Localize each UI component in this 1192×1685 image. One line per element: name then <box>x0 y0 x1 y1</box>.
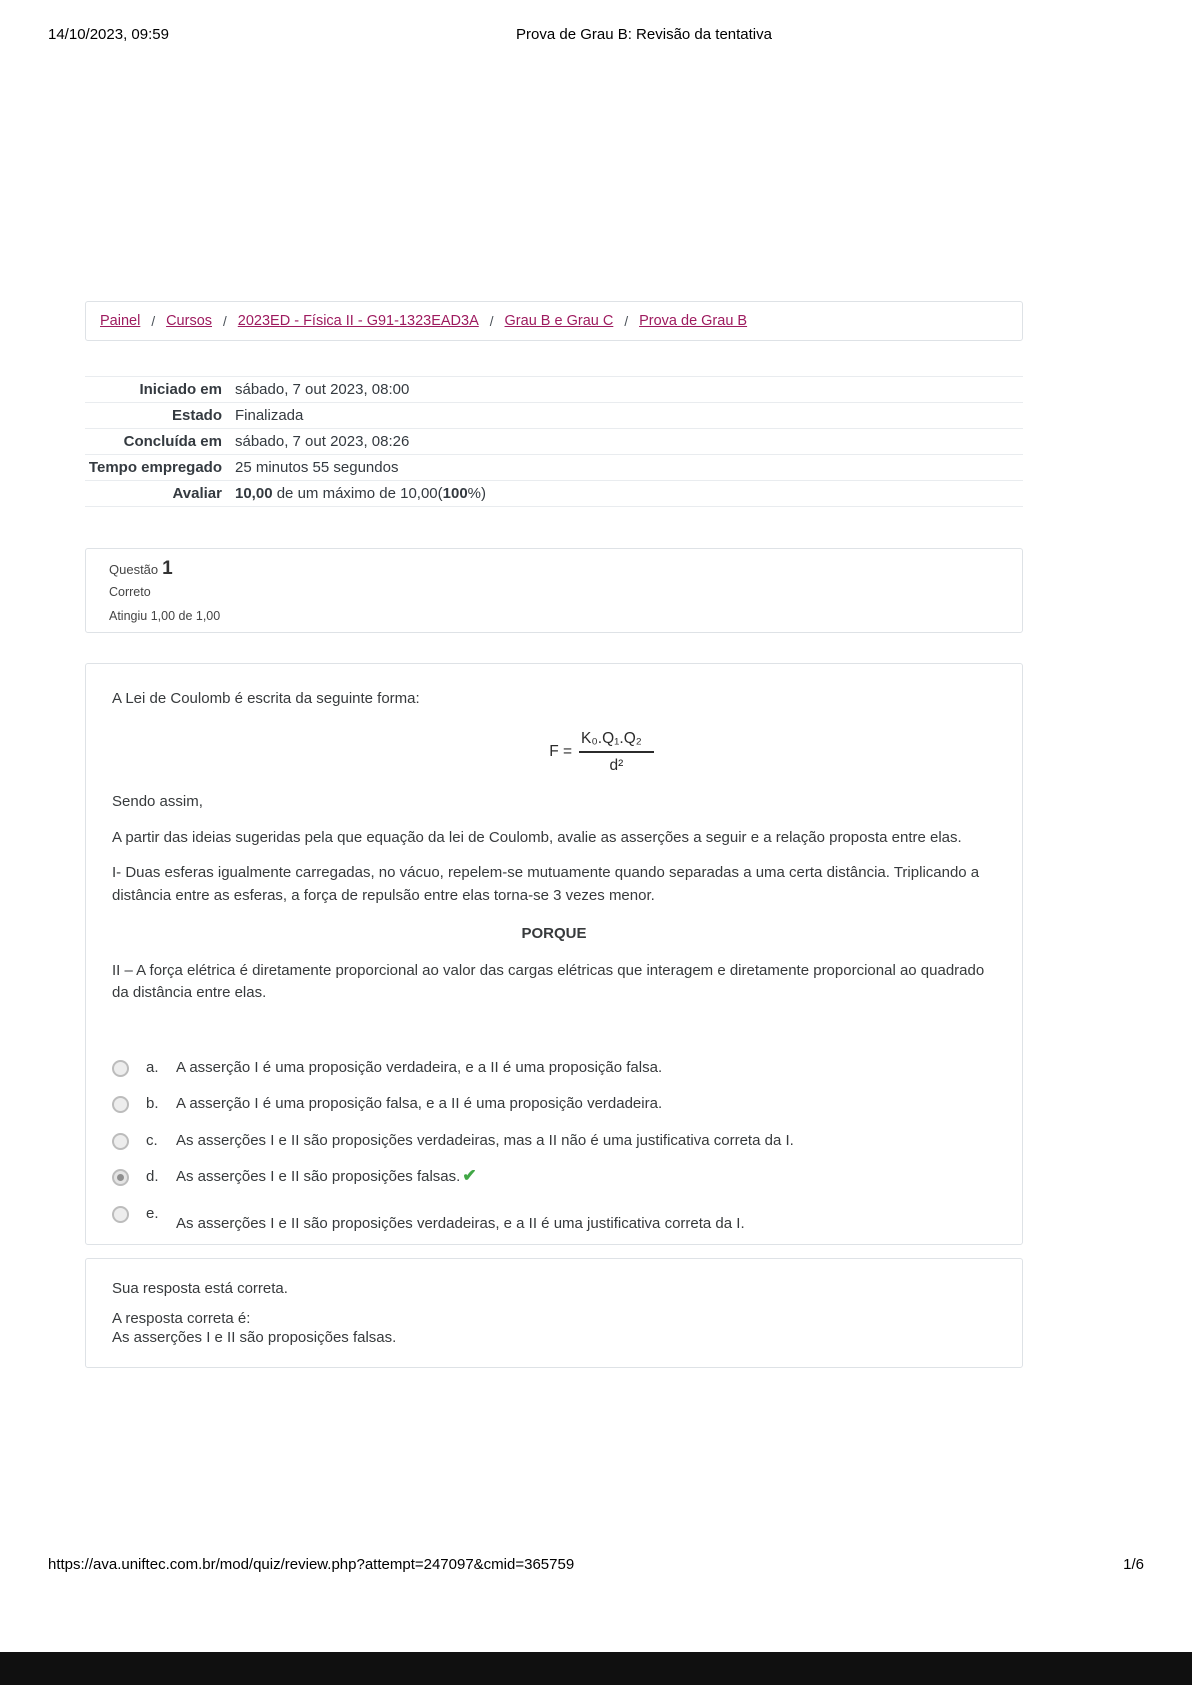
summary-value-part: 25 minutos 55 segundos <box>235 459 399 476</box>
question-paragraph: A partir das ideias sugeridas pela que equação da lei de Coulomb, avalie as asserções a seguir e a relação proposta entre elas. <box>112 828 962 846</box>
breadcrumb <box>85 301 1023 341</box>
attempt-summary-table <box>85 376 1023 507</box>
summary-row-value <box>222 485 1023 502</box>
answer-letter: d. <box>146 1168 159 1185</box>
formula-numerator: K₀.Q₁.Q₂ <box>579 727 654 753</box>
print-page-indicator: 1/6 <box>1123 1556 1144 1573</box>
summary-row <box>85 402 1023 428</box>
question-body-2 <box>112 960 996 1005</box>
summary-row <box>85 428 1023 454</box>
radio-unselected-icon[interactable] <box>112 1133 129 1150</box>
print-url: https://ava.uniftec.com.br/mod/quiz/review.php?attempt=247097&cmid=365759 <box>48 1556 575 1573</box>
connector-porque: PORQUE <box>521 925 587 942</box>
radio-unselected-icon[interactable] <box>112 1096 129 1113</box>
summary-row-label: Tempo empregado <box>88 459 222 476</box>
answer-option-b[interactable] <box>112 1093 996 1116</box>
summary-value-part: %) <box>467 485 487 502</box>
question-info-box <box>85 548 1023 633</box>
question-number-value: 1 <box>162 558 173 579</box>
summary-row <box>85 454 1023 480</box>
answer-text: As asserções I e II são proposições falsas. <box>176 1168 461 1185</box>
summary-row <box>85 376 1023 402</box>
answer-letter: a. <box>146 1058 159 1076</box>
summary-row-value <box>222 459 1023 476</box>
correct-check-icon: ✔ <box>462 1166 477 1185</box>
summary-row-label: Estado <box>171 407 222 424</box>
print-datetime: 14/10/2023, 09:59 <box>48 26 169 43</box>
summary-row-value <box>222 381 1023 398</box>
question-body <box>112 791 996 907</box>
summary-row-label: Iniciado em <box>139 381 222 398</box>
answer-option-d[interactable] <box>112 1166 996 1189</box>
question-intro: A Lei de Coulomb é escrita da seguinte forma: <box>112 690 420 707</box>
summary-row-label: Avaliar <box>172 485 222 502</box>
feedback-box <box>85 1258 1023 1368</box>
answer-text: A asserção I é uma proposição verdadeira, e a II é uma proposição falsa. <box>176 1058 663 1076</box>
answer-letter: e. <box>146 1204 159 1222</box>
breadcrumb-link-1[interactable]: Cursos <box>166 313 213 329</box>
question-content-box <box>85 663 1023 1245</box>
breadcrumb-link-0[interactable]: Painel <box>100 313 141 329</box>
print-header <box>48 26 1144 46</box>
bottom-bar <box>0 1652 1192 1685</box>
summary-row-value <box>222 433 1023 450</box>
radio-selected-icon[interactable] <box>112 1169 129 1186</box>
breadcrumb-link-2[interactable]: 2023ED - Física II - G91-1323EAD3A <box>237 313 479 329</box>
question-grade: Atingiu 1,00 de 1,00 <box>109 609 221 623</box>
summary-row-label: Concluída em <box>123 433 222 450</box>
summary-value-part: 100 <box>442 485 468 502</box>
question-paragraph: II – A força elétrica é diretamente proporcional ao valor das cargas elétricas que interagem e diretamente proporcional ao quadrado da distância entre elas. <box>112 961 985 1001</box>
summary-row-value <box>222 407 1023 424</box>
answer-text: A asserção I é uma proposição falsa, e a II é uma proposição verdadeira. <box>176 1095 663 1112</box>
summary-row <box>85 480 1023 506</box>
breadcrumb-separator: / <box>489 313 494 329</box>
question-number <box>109 558 1022 580</box>
breadcrumb-separator: / <box>223 313 227 329</box>
print-footer <box>48 1556 1144 1573</box>
question-state: Correto <box>109 585 151 599</box>
formula-denominator: d² <box>609 756 624 774</box>
summary-value-part: Finalizada <box>235 407 304 424</box>
answer-option-a[interactable] <box>112 1057 996 1080</box>
answer-options <box>112 1057 996 1236</box>
answer-text: As asserções I e II são proposições verdadeiras, e a II é uma justificativa correta da I. <box>176 1214 745 1232</box>
breadcrumb-separator: / <box>624 313 629 329</box>
radio-unselected-icon[interactable] <box>112 1206 129 1223</box>
print-title: Prova de Grau B: Revisão da tentativa <box>516 26 772 43</box>
coulomb-formula <box>112 727 996 778</box>
formula-fraction <box>579 727 654 778</box>
breadcrumb-separator: / <box>151 313 156 329</box>
radio-unselected-icon[interactable] <box>112 1060 129 1077</box>
answer-option-e[interactable] <box>112 1203 996 1236</box>
feedback-correct-answer: As asserções I e II são proposições falsas. <box>112 1329 397 1346</box>
summary-value-part: sábado, 7 out 2023, 08:26 <box>235 433 410 450</box>
feedback-correct-label: A resposta correta é: <box>112 1310 251 1327</box>
summary-value-part: sábado, 7 out 2023, 08:00 <box>235 381 410 398</box>
answer-letter: c. <box>146 1131 158 1149</box>
question-paragraph: Sendo assim, <box>112 793 203 810</box>
question-paragraph: I- Duas esferas igualmente carregadas, no vácuo, repelem-se mutuamente quando separadas a uma certa distância. Triplicando a distância entre as esferas, a força de repulsão entre elas torna-se 3 vezes menor. <box>112 864 980 904</box>
question-number-label: Questão <box>109 562 159 577</box>
answer-option-c[interactable] <box>112 1130 996 1153</box>
formula-lhs: F = <box>549 743 573 761</box>
breadcrumb-link-4[interactable]: Prova de Grau B <box>639 313 748 329</box>
feedback-result: Sua resposta está correta. <box>112 1280 288 1297</box>
summary-value-part: de um máximo de 10,00( <box>272 485 443 502</box>
answer-letter: b. <box>146 1095 159 1112</box>
summary-value-part: 10,00 <box>235 485 273 502</box>
breadcrumb-link-3[interactable]: Grau B e Grau C <box>504 313 614 329</box>
answer-text: As asserções I e II são proposições verdadeiras, mas a II não é uma justificativa correta da I. <box>176 1131 794 1149</box>
